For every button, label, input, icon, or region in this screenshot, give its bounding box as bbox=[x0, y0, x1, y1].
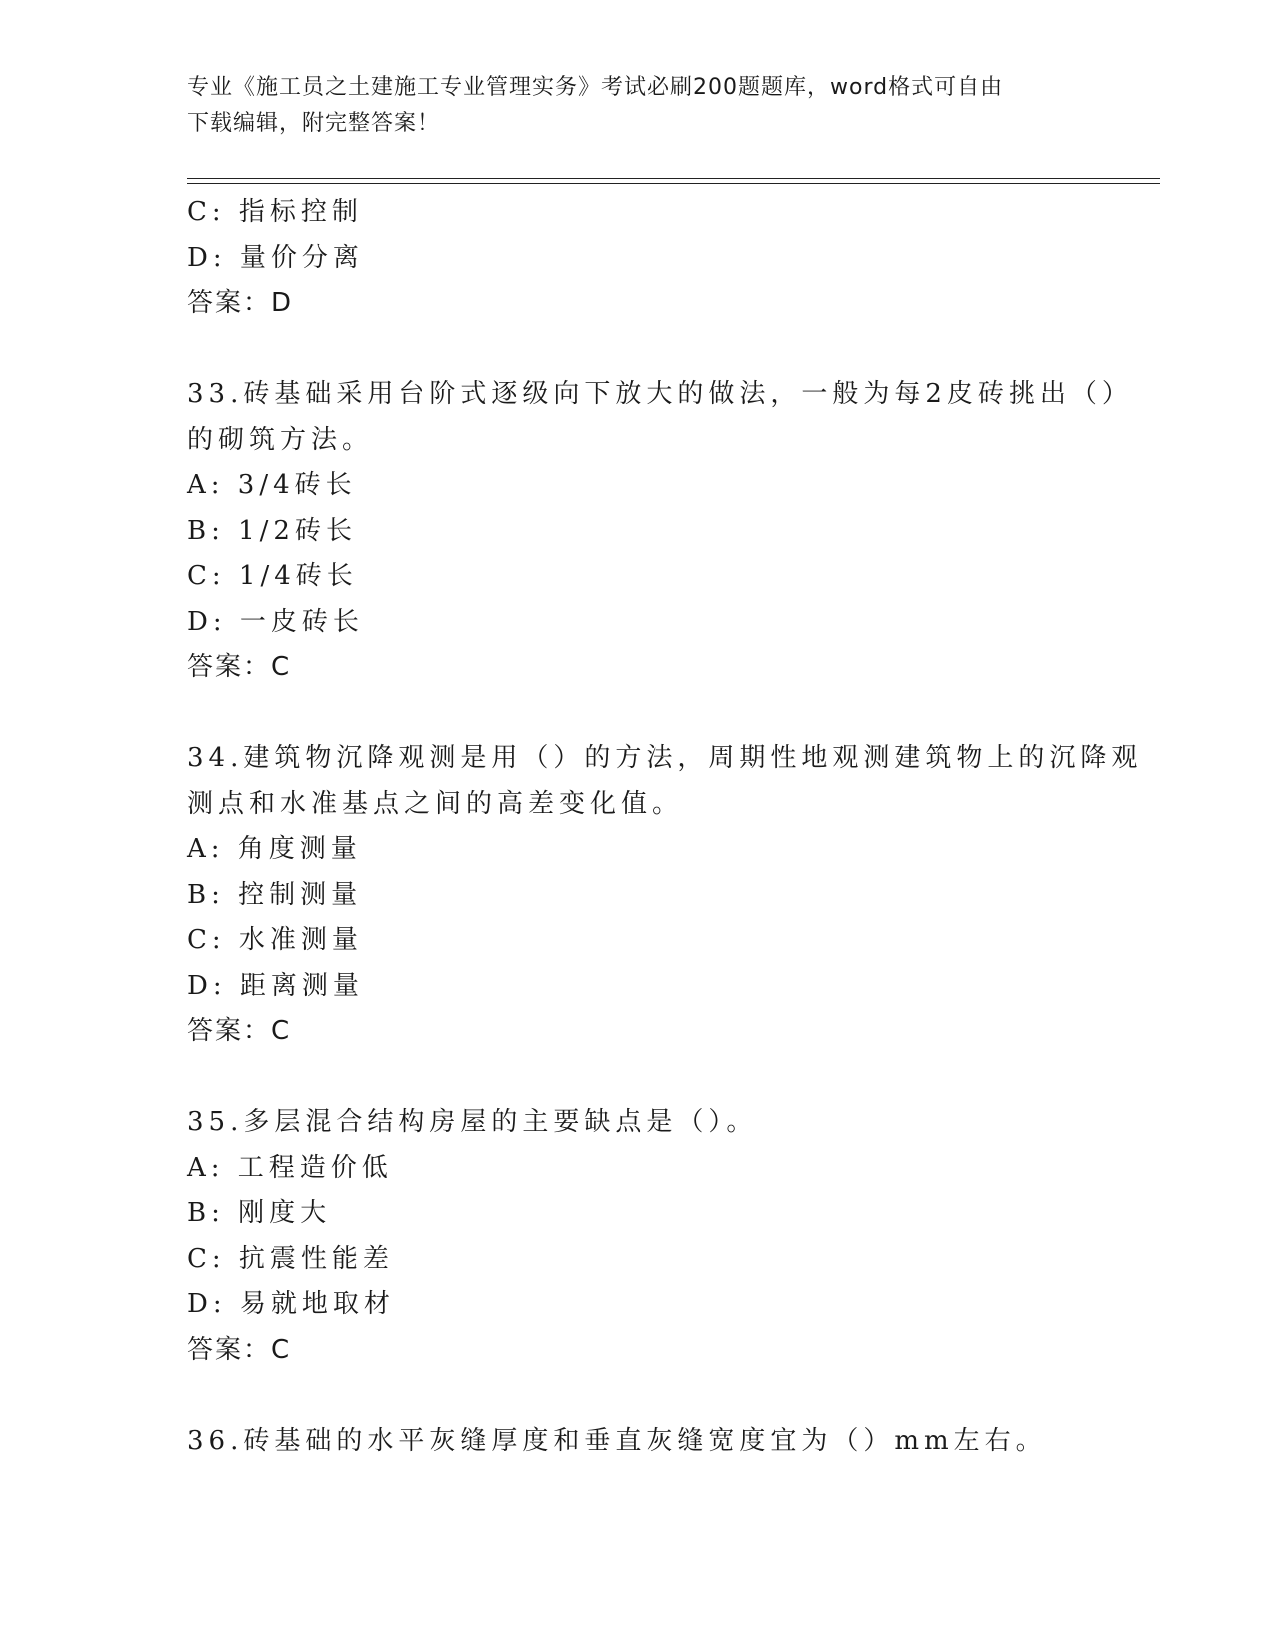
option-b: B: 1/2砖长 bbox=[187, 515, 357, 546]
option-a: A: 角度测量 bbox=[187, 834, 362, 864]
option-a: A: 工程造价低 bbox=[187, 1152, 393, 1183]
question-stem: 36.砖基础的水平灰缝厚度和垂直灰缝宽度宜为（）mm左右。 bbox=[187, 1425, 1047, 1456]
question-stem-continued: 的砌筑方法。 bbox=[187, 424, 374, 455]
option-c: C: 抗震性能差 bbox=[187, 1243, 394, 1274]
question-block-32 bbox=[187, 190, 1160, 327]
option-d: D: 易就地取材 bbox=[187, 1289, 395, 1319]
question-stem: 34.建筑物沉降观测是用（）的方法，周期性地观测建筑物上的沉降观 bbox=[187, 743, 1143, 773]
option-c: C: 水准测量 bbox=[187, 925, 363, 955]
page-header bbox=[187, 70, 1087, 142]
option-c: C: 指标控制 bbox=[187, 197, 363, 227]
option-a: A: 3/4砖长 bbox=[187, 470, 357, 500]
question-stem: 35.多层混合结构房屋的主要缺点是（）。 bbox=[187, 1107, 758, 1137]
header-rule-top bbox=[187, 178, 1160, 179]
question-stem-continued: 测点和水准基点之间的高差变化值。 bbox=[187, 788, 684, 819]
spacer bbox=[187, 327, 1160, 373]
page-content bbox=[187, 190, 1160, 1464]
answer-line: 答案：C bbox=[187, 1334, 292, 1365]
question-stem: 33.砖基础采用台阶式逐级向下放大的做法，一般为每2皮砖挑出（） bbox=[187, 379, 1133, 409]
question-block-33 bbox=[187, 372, 1160, 691]
question-block-36 bbox=[187, 1419, 1160, 1465]
option-d: D: 量价分离 bbox=[187, 242, 364, 273]
header-line-1: 专业《施工员之土建施工专业管理实务》考试必刷200题题库，word格式可自由 bbox=[187, 75, 1004, 100]
option-c: C: 1/4砖长 bbox=[187, 561, 358, 591]
option-b: B: 刚度大 bbox=[187, 1198, 332, 1228]
answer-line: 答案：C bbox=[187, 1016, 292, 1046]
question-block-35 bbox=[187, 1100, 1160, 1373]
option-d: D: 一皮砖长 bbox=[187, 606, 364, 637]
header-line-2: 下载编辑，附完整答案！ bbox=[187, 111, 441, 136]
spacer bbox=[187, 691, 1160, 737]
option-d: D: 距离测量 bbox=[187, 970, 364, 1001]
question-block-34 bbox=[187, 736, 1160, 1055]
spacer bbox=[187, 1373, 1160, 1419]
header-rule-bottom bbox=[187, 183, 1160, 184]
answer-line: 答案：D bbox=[187, 288, 294, 318]
spacer bbox=[187, 1055, 1160, 1101]
answer-line: 答案：C bbox=[187, 652, 292, 682]
option-b: B: 控制测量 bbox=[187, 879, 363, 910]
